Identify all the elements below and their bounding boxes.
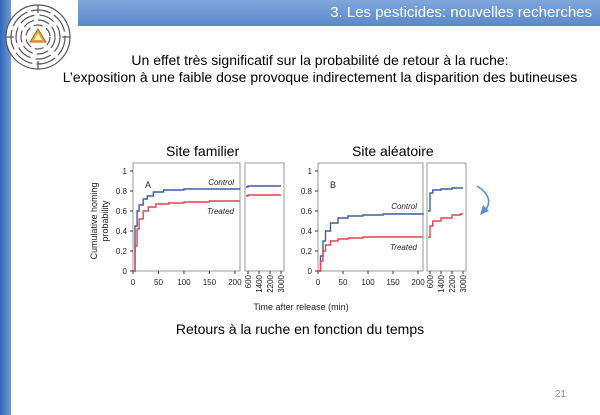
panel-a-control-label: Control	[208, 178, 234, 187]
panel-b-x-tick-label: 50	[338, 278, 348, 287]
panel-a-letter: A	[145, 180, 152, 190]
panel-b-y-tick-label: 0.6	[300, 207, 312, 216]
slide-title: 3. Les pesticides: nouvelles recherches	[330, 4, 592, 21]
panel-b-x-tick-label: 0	[315, 278, 321, 287]
panel-a-x-tick-label: 200	[228, 278, 242, 287]
panel-a-ext-x-tick-label: 3000	[277, 275, 286, 293]
panel-b-control-line	[318, 213, 423, 271]
y-axis-title-line-2: probability	[100, 200, 110, 242]
panel-b-y-tick-label: 0	[307, 267, 312, 276]
panel-b-ext-x-tick-label: 3000	[459, 275, 468, 293]
panel-a-x-tick-label: 50	[154, 278, 163, 287]
panel-b-control-extended-line	[428, 188, 463, 211]
panel-b-extended-frame	[427, 163, 466, 271]
panel-a-ext-x-tick-label: 2200	[266, 275, 275, 293]
panel-a-treated-extended-line	[246, 195, 281, 196]
panel-b-title: Site aléatoire	[352, 143, 434, 159]
page-number: 21	[554, 389, 566, 400]
panel-a-ext-x-tick-label: 600	[244, 275, 253, 289]
panel-b-y-tick-label: 0.2	[300, 247, 312, 256]
panel-a-x-tick-label: 100	[177, 278, 191, 287]
panel-b-letter: B	[330, 180, 337, 190]
heading-line-2: L’exposition à une faible dose provoque indirectement la disparition des butineuses	[62, 69, 578, 85]
panel-b-ext-x-tick-label: 2200	[448, 275, 457, 293]
panel-b-treated-label: Treated	[390, 243, 417, 252]
x-axis-title: Time after release (min)	[253, 302, 349, 312]
panel-a-title: Site familier	[166, 143, 240, 159]
panel-a-x-tick-label: 150	[202, 278, 217, 287]
panel-a-y-tick-label: 0.4	[115, 227, 127, 236]
panel-b-y-tick-label: 0.4	[300, 227, 312, 236]
panel-a-y-tick-label: 0.6	[115, 207, 127, 216]
panel-b-y-tick-label: 1	[307, 167, 312, 176]
panel-b-ext-x-tick-label: 1400	[437, 275, 446, 293]
panel-b-y-tick-label: 0.8	[300, 187, 312, 196]
panel-a-extended-frame	[245, 163, 284, 271]
panel-b-x-tick-label: 150	[386, 278, 400, 287]
panel-a-y-tick-label: 0.2	[115, 247, 127, 256]
panel-a-treated-label: Treated	[207, 207, 234, 216]
panel-b-x-tick-label: 200	[411, 278, 425, 287]
panel-b-x-tick-label: 100	[361, 278, 375, 287]
chart-caption: Retours à la ruche en fonction du temps	[175, 321, 425, 337]
panel-a-y-tick-label: 0.8	[115, 187, 127, 196]
panel-a-y-tick-label: 0	[122, 267, 127, 276]
panel-a-x-tick-label: 0	[130, 278, 136, 287]
panel-a-control-extended-line	[246, 186, 281, 187]
panel-b-treated-extended-line	[428, 214, 463, 237]
y-axis-title-line-1: Cumulative homing	[89, 182, 99, 260]
panel-a-ext-x-tick-label: 1400	[255, 275, 264, 293]
panel-a-y-tick-label: 1	[122, 167, 127, 176]
panel-b-control-label: Control	[391, 202, 417, 211]
panel-b-ext-x-tick-label: 600	[426, 275, 435, 289]
heading-line-1: Un effet très significatif sur la probabilité de retour à la ruche:	[131, 52, 509, 68]
